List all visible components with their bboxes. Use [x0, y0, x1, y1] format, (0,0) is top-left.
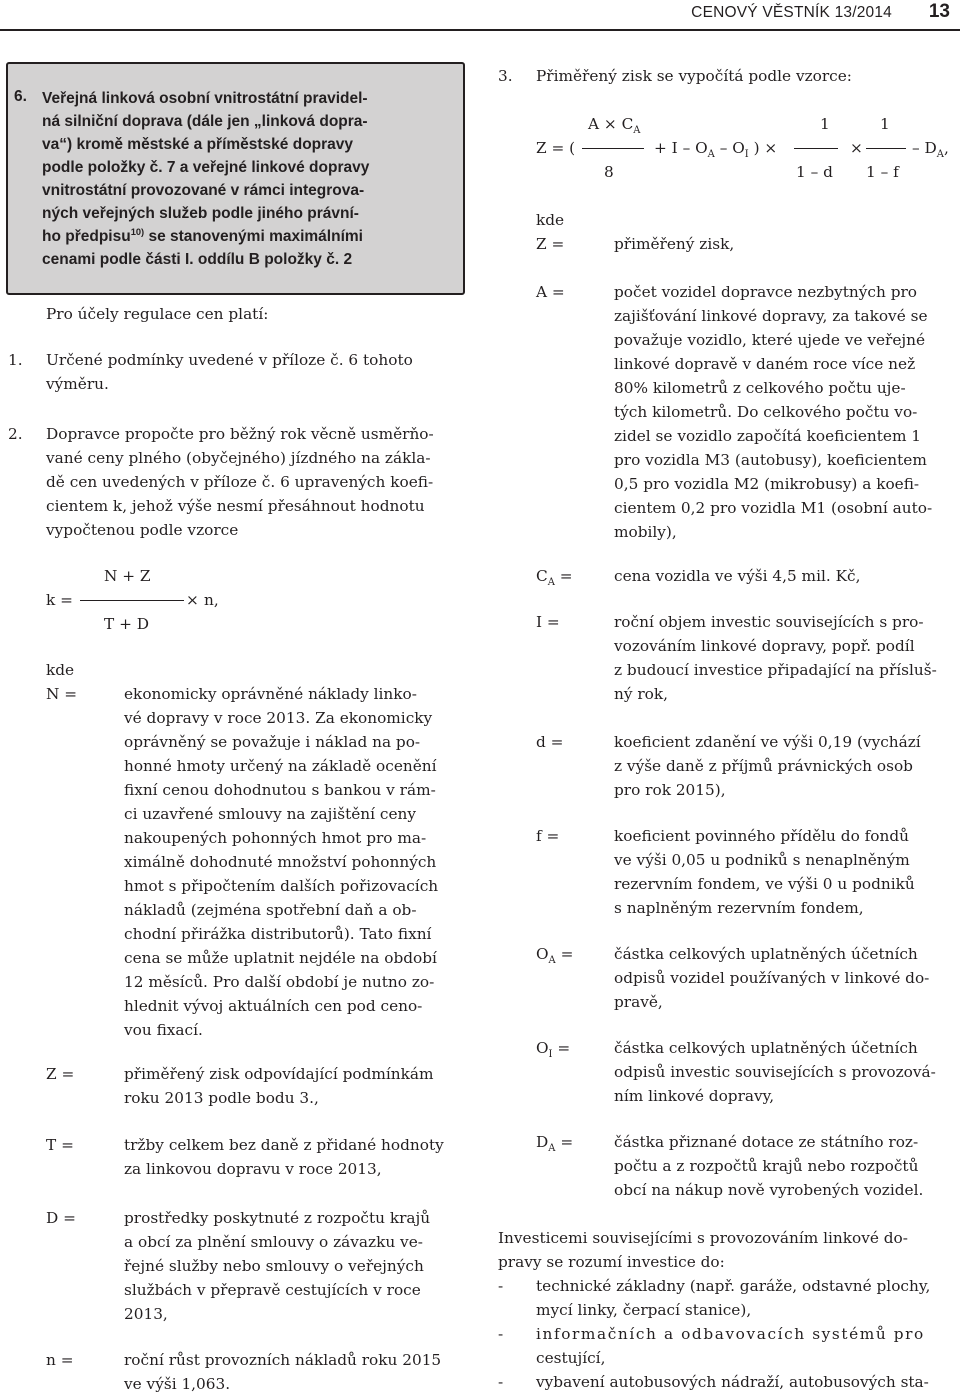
def-line: částka celkových uplatněných účetních [614, 1039, 918, 1057]
page-number: 13 [928, 1, 950, 22]
def-line: roční objem investic souvisejících s pro- [614, 613, 924, 631]
formula-den1: 8 [604, 163, 614, 181]
formula-lhs: Z = ( [536, 139, 576, 157]
section-heading-box [6, 62, 465, 295]
def-label: N = [46, 685, 78, 703]
formula-mid: + I – $O_A - O_I$ ) × [654, 139, 778, 161]
def-line: zajišťování linkové dopravy, za takové se [614, 307, 928, 325]
def-line: a obcí za plnění smlouvy o závazku ve- [124, 1233, 423, 1251]
formula-lhs: k = [46, 591, 73, 609]
item-text: dě cen uvedených v příloze č. 6 upravených koefi- [46, 473, 434, 491]
def-line: ci uzavřené smlouvy na zajištění ceny [124, 805, 417, 823]
item-number: 2. [8, 425, 23, 443]
def-line: službách v přepravě cestujících v roce [124, 1281, 421, 1299]
bullet-dash: - [498, 1373, 504, 1391]
intro-text: Pro účely regulace cen platí: [46, 305, 269, 323]
formula-denominator: T + D [104, 615, 150, 633]
def-line: za linkovou dopravu v roce 2013, [124, 1160, 382, 1178]
def-line: ný rok, [614, 685, 669, 703]
def-label: f = [536, 827, 560, 845]
item-text: Určené podmínky uvedené v příloze č. 6 tohoto [46, 351, 413, 369]
bullet-dash: - [498, 1277, 504, 1295]
heading-line: va“) kromě městské a příměstské dopravy [42, 136, 354, 153]
fraction-bar [794, 148, 838, 149]
journal-title: CENOVÝ VĚSTNÍK 13/2014 [691, 4, 892, 21]
def-line: ximálně dohodnuté množství pohonných [124, 853, 437, 871]
def-label: Z = [536, 235, 565, 253]
formula-num2: 1 [820, 115, 830, 133]
heading-line: ná silniční doprava (dále jen „linková dopra- [42, 113, 368, 130]
def-label: $D_A$ = [536, 1133, 574, 1155]
fraction-bar [866, 148, 906, 149]
footnote-ref: 10) [130, 226, 145, 237]
item-text: výměru. [46, 375, 109, 393]
bullet-line: informačních a odbavovacích systémů pro [536, 1325, 925, 1343]
def-line: honné hmoty určený na základě ocenění [124, 757, 437, 775]
formula-times2: × [850, 139, 863, 157]
def-line: počet vozidel dopravce nezbytných pro [614, 283, 918, 301]
investice-intro: pravy se rozumí investice do: [498, 1253, 725, 1271]
item-text: Dopravce propočte pro běžný rok věcně usměrňo- [46, 425, 434, 443]
def-line: oprávněný se považuje i náklad na po- [124, 733, 421, 751]
def-line: linkové dopravě v daném roce více než [614, 355, 916, 373]
formula-num1: $A \times C_A$ [588, 115, 641, 137]
def-line: cena se může uplatnit nejdéle na období [124, 949, 437, 967]
bullet-line: cestující, [536, 1349, 606, 1367]
def-line: z výše daně z příjmů právnických osob [614, 757, 913, 775]
def-line: roční růst provozních nákladů roku 2015 [124, 1351, 442, 1369]
def-line: cientem 0,2 pro vozidla M1 (osobní auto- [614, 499, 933, 517]
bullet-line: technické základny (např. garáže, odstavné plochy, [536, 1277, 931, 1295]
def-line: zidel se vozidlo započítá koeficientem 1 [614, 427, 922, 445]
def-line: částka celkových uplatněných účetních [614, 945, 918, 963]
item-text: vypočtenou podle vzorce [46, 521, 239, 539]
def-line: ve výši 0,05 u podniků s nenaplněným [614, 851, 910, 869]
def-line: vou fixací. [124, 1021, 203, 1039]
formula-numerator: N + Z [104, 567, 151, 585]
def-line: koeficient povinného přídělu do fondů [614, 827, 910, 845]
section-number: 6. [14, 88, 27, 105]
def-line: odpisů investic souvisejících s provozová- [614, 1063, 936, 1081]
def-line: mobily), [614, 523, 677, 541]
def-line: počtu a z rozpočtů krajů nebo rozpočtů [614, 1157, 919, 1175]
def-label: $O_I$ = [536, 1039, 571, 1061]
def-line: nákladů (zejména spotřební daň a ob- [124, 901, 417, 919]
def-line: 80% kilometrů z celkového počtu uje- [614, 379, 906, 397]
def-line: prostředky poskytnuté z rozpočtu krajů [124, 1209, 431, 1227]
def-label: Z = [46, 1065, 75, 1083]
def-label: A = [536, 283, 565, 301]
bullet-dash: - [498, 1325, 504, 1343]
def-line: 0,5 pro vozidla M2 (mikrobusy) a koefi- [614, 475, 920, 493]
kde-label: kde [536, 211, 565, 229]
bullet-line: vybavení autobusových nádraží, autobusových sta- [536, 1373, 929, 1391]
def-label: n = [46, 1351, 74, 1369]
heading-line: podle položky č. 7 a veřejné linkové dopravy [42, 159, 370, 176]
def-line: částka přiznané dotace ze státního roz- [614, 1133, 919, 1151]
def-line: pro rok 2015), [614, 781, 726, 799]
def-label: T = [46, 1136, 74, 1154]
heading-line: cenami podle části I. oddílu B položky č. 2 [42, 251, 353, 268]
def-line: nakoupených pohonných hmot pro ma- [124, 829, 427, 847]
formula-num3: 1 [880, 115, 890, 133]
formula-tail: – $D_A$, [912, 139, 949, 161]
def-line: řejné služby nebo smlouvy o veřejných [124, 1257, 424, 1275]
def-line: fixní cenou dohodnutou s bankou v rám- [124, 781, 436, 799]
def-line: vé dopravy v roce 2013. Za ekonomicky [124, 709, 433, 727]
heading-line: vnitrostátní provozované v rámci integrova- [42, 182, 365, 199]
item-text: Přiměřený zisk se vypočítá podle vzorce: [536, 67, 852, 85]
def-line: cena vozidla ve výši 4,5 mil. Kč, [614, 567, 861, 585]
header-rule [0, 29, 960, 31]
item-text: cientem k, jehož výše nesmí přesáhnout hodnotu [46, 497, 425, 515]
def-line: přiměřený zisk, [614, 235, 735, 253]
def-line: hlednit vývoj aktuálních cen pod ceno- [124, 997, 423, 1015]
fraction-bar [80, 600, 184, 601]
def-label: $O_A$ = [536, 945, 574, 967]
def-label: d = [536, 733, 564, 751]
def-line: pravě, [614, 993, 663, 1011]
def-line: obcí na nákup nově vyrobených vozidel. [614, 1181, 924, 1199]
def-line: odpisů vozidel používaných v linkové do- [614, 969, 930, 987]
def-label: D = [46, 1209, 76, 1227]
heading-line: ho předpisu$^{10)}$ se stanovenými maximálními [42, 226, 363, 245]
def-line: tržby celkem bez daně z přidané hodnoty [124, 1136, 444, 1154]
bullet-line: mycí linky, čerpací stanice), [536, 1301, 752, 1319]
def-line: považuje vozidlo, které ujede ve veřejné [614, 331, 926, 349]
formula-rhs: n, [204, 591, 219, 609]
item-number: 1. [8, 351, 23, 369]
def-label: I = [536, 613, 560, 631]
item-number: 3. [498, 67, 513, 85]
def-line: pro vozidla M3 (autobusy), koeficientem [614, 451, 927, 469]
item-text: vané ceny plného (obyčejného) jízdného na zákla- [46, 449, 431, 467]
def-line: ve výši 1,063. [124, 1375, 231, 1393]
formula-den3: 1 – f [866, 163, 899, 181]
def-label: $C_A$ = [536, 567, 573, 589]
formula-den2: 1 – d [796, 163, 833, 181]
def-line: hmot s připočtením dalších pořizovacích [124, 877, 439, 895]
fraction-bar [582, 148, 644, 149]
def-line: chodní přirážka distributorů). Tato fixní [124, 925, 432, 943]
investice-intro: Investicemi souvisejícími s provozováním linkové do- [498, 1229, 908, 1247]
def-line: 12 měsíců. Pro další období je nutno zo- [124, 973, 435, 991]
def-line: z budoucí investice připadající na přísluš- [614, 661, 937, 679]
def-line: ním linkové dopravy, [614, 1087, 775, 1105]
def-line: tých kilometrů. Do celkového počtu vo- [614, 403, 918, 421]
def-line: s naplněným rezervním fondem, [614, 899, 864, 917]
def-line: 2013, [124, 1305, 168, 1323]
formula-times: × [186, 591, 199, 609]
page-header [0, 0, 960, 30]
heading-line: Veřejná linková osobní vnitrostátní pravidel- [42, 90, 368, 107]
heading-line: ných veřejných služeb podle jiného právní- [42, 205, 359, 222]
def-line: přiměřený zisk odpovídající podmínkám [124, 1065, 434, 1083]
kde-label: kde [46, 661, 75, 679]
def-line: ekonomicky oprávněné náklady linko- [124, 685, 417, 703]
def-line: roku 2013 podle bodu 3., [124, 1089, 319, 1107]
def-line: rezervním fondem, ve výši 0 u podniků [614, 875, 915, 893]
def-line: vozováním linkové dopravy, popř. podíl [614, 637, 915, 655]
def-line: koeficient zdanění ve výši 0,19 (vychází [614, 733, 921, 751]
